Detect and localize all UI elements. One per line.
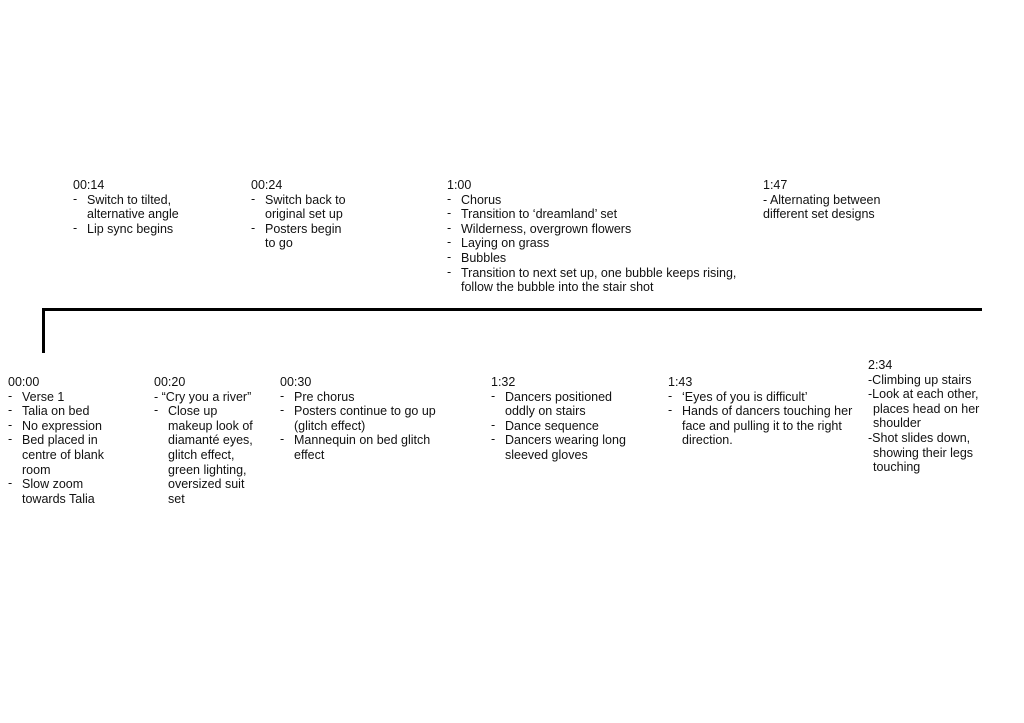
event-item: - Slow zoom towards Talia <box>8 477 126 506</box>
event-time: 1:47 <box>763 178 788 192</box>
event-item: - Chorus <box>447 193 739 208</box>
event-00-14 <box>73 178 203 236</box>
event-item: - Verse 1 <box>8 390 126 405</box>
timeline-start-tick <box>42 308 45 353</box>
event-item: - Switch back to original set up <box>251 193 351 222</box>
event-item: - Dancers positioned oddly on stairs <box>491 390 641 419</box>
event-00-30 <box>280 375 455 463</box>
event-01-43 <box>668 375 858 448</box>
event-01-32 <box>491 375 641 463</box>
event-item: - Switch to tilted, alternative angle <box>73 193 203 222</box>
event-item: - Bubbles <box>447 251 739 266</box>
event-item: - Dancers wearing long sleeved gloves <box>491 433 641 462</box>
event-item: - Pre chorus <box>280 390 455 405</box>
event-lead: - “Cry you a river” <box>154 389 252 404</box>
event-00-20 <box>154 375 258 506</box>
event-item: -Climbing up stairs <box>868 372 972 387</box>
event-item: -Look at each other, places head on her shoulder <box>868 387 980 431</box>
event-item: - Posters begin to go <box>251 222 351 251</box>
event-item: - Mannequin on bed glitch effect <box>280 433 455 462</box>
event-time: 1:43 <box>668 375 693 389</box>
event-time: 00:24 <box>251 178 283 192</box>
event-item: - Posters continue to go up (glitch effect) <box>280 404 455 433</box>
event-time: 1:32 <box>491 375 516 389</box>
event-item: - Talia on bed <box>8 404 126 419</box>
event-00-00 <box>8 375 126 506</box>
event-item: - Lip sync begins <box>73 222 203 237</box>
event-item: - Transition to next set up, one bubble keeps rising, follow the bubble into the stair shot <box>447 266 739 295</box>
event-item: - Laying on grass <box>447 236 739 251</box>
event-00-24 <box>251 178 351 251</box>
event-01-00 <box>447 178 739 295</box>
event-item: - Transition to ‘dreamland’ set <box>447 207 739 222</box>
event-item: -Shot slides down, showing their legs touching <box>868 430 974 475</box>
event-item: - No expression <box>8 419 126 434</box>
event-item: - Bed placed in centre of blank room <box>8 433 126 477</box>
event-time: 00:00 <box>8 375 40 389</box>
event-time: 00:14 <box>73 178 105 192</box>
event-item: - Dance sequence <box>491 419 641 434</box>
event-time: 00:20 <box>154 375 186 389</box>
event-text: - Alternating between different set designs <box>763 192 881 222</box>
event-01-47 <box>763 178 881 222</box>
event-item: - Close up makeup look of diamanté eyes, glitch effect, green lighting, oversized suit set <box>154 404 258 506</box>
event-time: 00:30 <box>280 375 312 389</box>
event-time: 1:00 <box>447 178 472 192</box>
event-time: 2:34 <box>868 358 893 372</box>
event-item: - Hands of dancers touching her face and pulling it to the right direction. <box>668 404 858 448</box>
event-02-34 <box>868 358 996 475</box>
timeline-line <box>42 308 982 311</box>
event-item: - ‘Eyes of you is difficult’ <box>668 390 858 405</box>
event-item: - Wilderness, overgrown flowers <box>447 222 739 237</box>
